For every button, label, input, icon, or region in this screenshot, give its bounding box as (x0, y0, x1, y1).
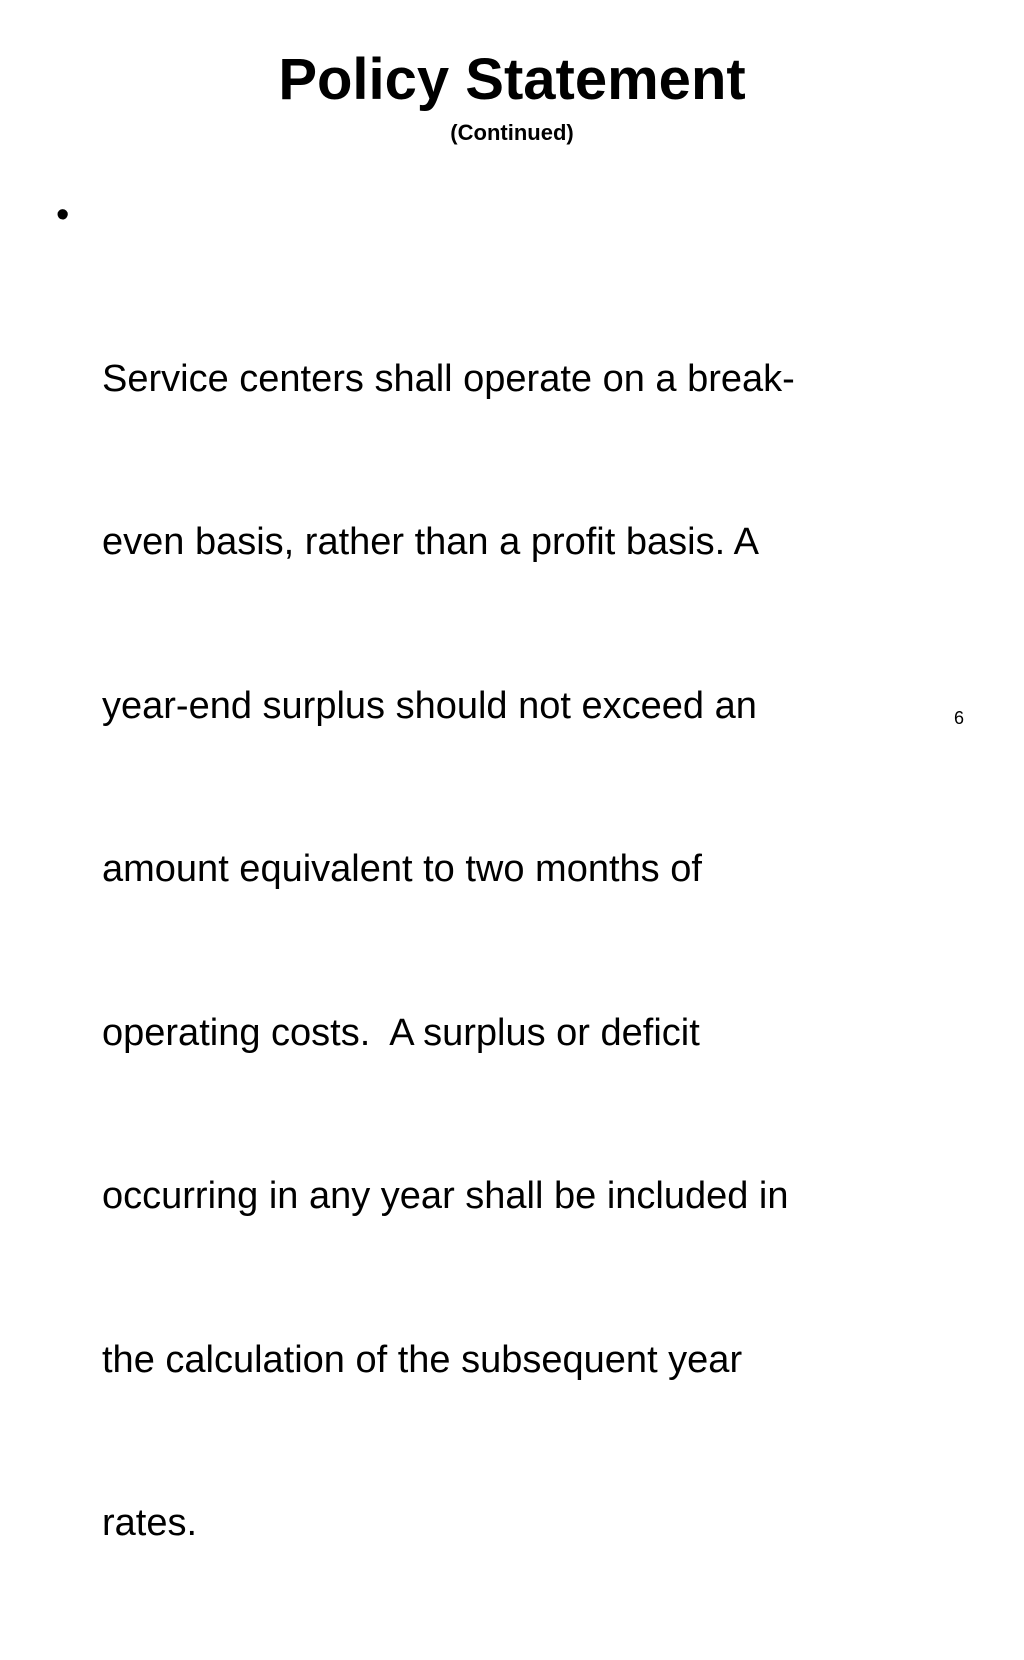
bullet-text-line: even basis, rather than a profit basis. A (102, 521, 759, 563)
bullet-text-line: the calculation of the subsequent year (102, 1338, 743, 1381)
bullet-text-line: occurring in any year shall be included in (102, 1175, 789, 1217)
slide-title: Policy Statement (278, 47, 746, 112)
bullet-text-line: amount equivalent to two months of (102, 848, 702, 890)
bullet-text-line: Service centers shall operate on a break- (102, 357, 795, 400)
bullet-text-line: operating costs. A surplus or deficit (102, 1011, 700, 1054)
bullet-text-line: year-end surplus should not exceed an (102, 684, 757, 727)
slide-body (56, 188, 956, 1660)
bullet-icon: • (56, 194, 70, 236)
bullet-text-line: rates. (102, 1502, 198, 1544)
page-number: 6 (953, 708, 964, 728)
slide-subtitle: (Continued) (450, 120, 574, 145)
bullet-item (56, 188, 956, 1660)
